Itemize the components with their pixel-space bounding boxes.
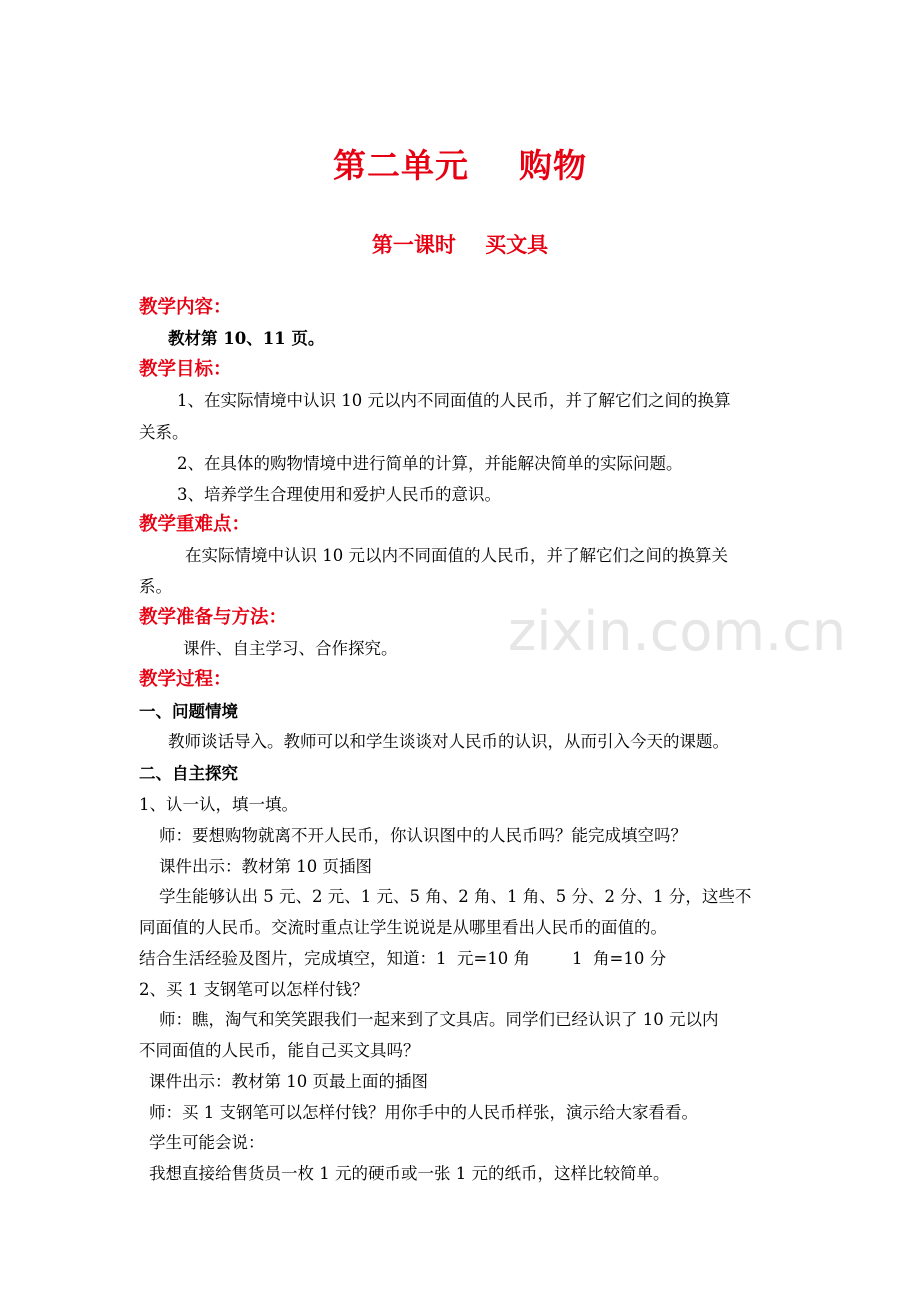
paragraph-line: 不同面值的人民币，能自己买文具吗？ [139,1041,420,1060]
paragraph-line: 二、自主探究 [139,764,238,783]
paragraph-line: 教材第 10、11 页。 [168,329,325,348]
section-heading: 教学准备与方法： [139,607,288,628]
paragraph-line: 我想直接给售货员一枚 1 元的硬币或一张 1 元的纸币，这样比较简单。 [149,1164,670,1183]
paragraph-line: 关系。 [139,423,189,442]
paragraph-line: 同面值的人民币。交流时重点让学生说说是从哪里看出人民币的面值的。 [139,918,667,937]
paragraph-line: 3、培养学生合理使用和爱护人民币的意识。 [177,485,501,504]
paragraph-line: 师：买 1 支钢笔可以怎样付钱？用你手中的人民币样张，演示给大家看看。 [149,1103,698,1122]
paragraph-line: 1、认一认，填一填。 [139,795,298,814]
paragraph-line: 在实际情境中认识 10 元以内不同面值的人民币，并了解它们之间的换算关 [185,546,728,565]
watermark-text: zixin.com.cn [508,600,847,663]
section-heading: 教学内容： [139,297,232,318]
paragraph-line: 学生可能会说： [149,1133,265,1152]
paragraph-line: 系。 [139,577,172,596]
paragraph-line: 结合生活经验及图片，完成填空，知道：1 元=10 角 1 角=10 分 [139,949,667,968]
paragraph-line: 1、在实际情境中认识 10 元以内不同面值的人民币，并了解它们之间的换算 [177,391,731,410]
paragraph-line: 课件出示：教材第 10 页插图 [159,857,372,876]
paragraph-line: 师：要想购物就离不开人民币，你认识图中的人民币吗？能完成填空吗？ [159,826,687,845]
paragraph-line: 一、问题情境 [139,702,238,721]
paragraph-line: 2、在具体的购物情境中进行简单的计算，并能解决简单的实际问题。 [177,454,683,473]
paragraph-line: 课件出示：教材第 10 页最上面的插图 [149,1072,428,1091]
paragraph-line: 师：瞧，淘气和笑笑跟我们一起来到了文具店。同学们已经认识了 10 元以内 [159,1010,719,1029]
paragraph-line: 学生能够认出 5 元、2 元、1 元、5 角、2 角、1 角、5 分、2 分、1 分，这些不 [159,887,752,906]
lesson-subtitle: 第一课时 买文具 [371,232,549,257]
section-heading: 教学过程： [139,669,232,690]
section-heading: 教学目标： [139,359,232,380]
section-heading: 教学重难点： [139,514,251,535]
paragraph-line: 2、买 1 支钢笔可以怎样付钱？ [139,980,369,999]
paragraph-line: 教师谈话导入。教师可以和学生谈谈对人民币的认识，从而引入今天的课题。 [168,732,729,751]
paragraph-line: 课件、自主学习、合作探究。 [183,639,398,658]
unit-title: 第二单元 购物 [333,146,587,185]
